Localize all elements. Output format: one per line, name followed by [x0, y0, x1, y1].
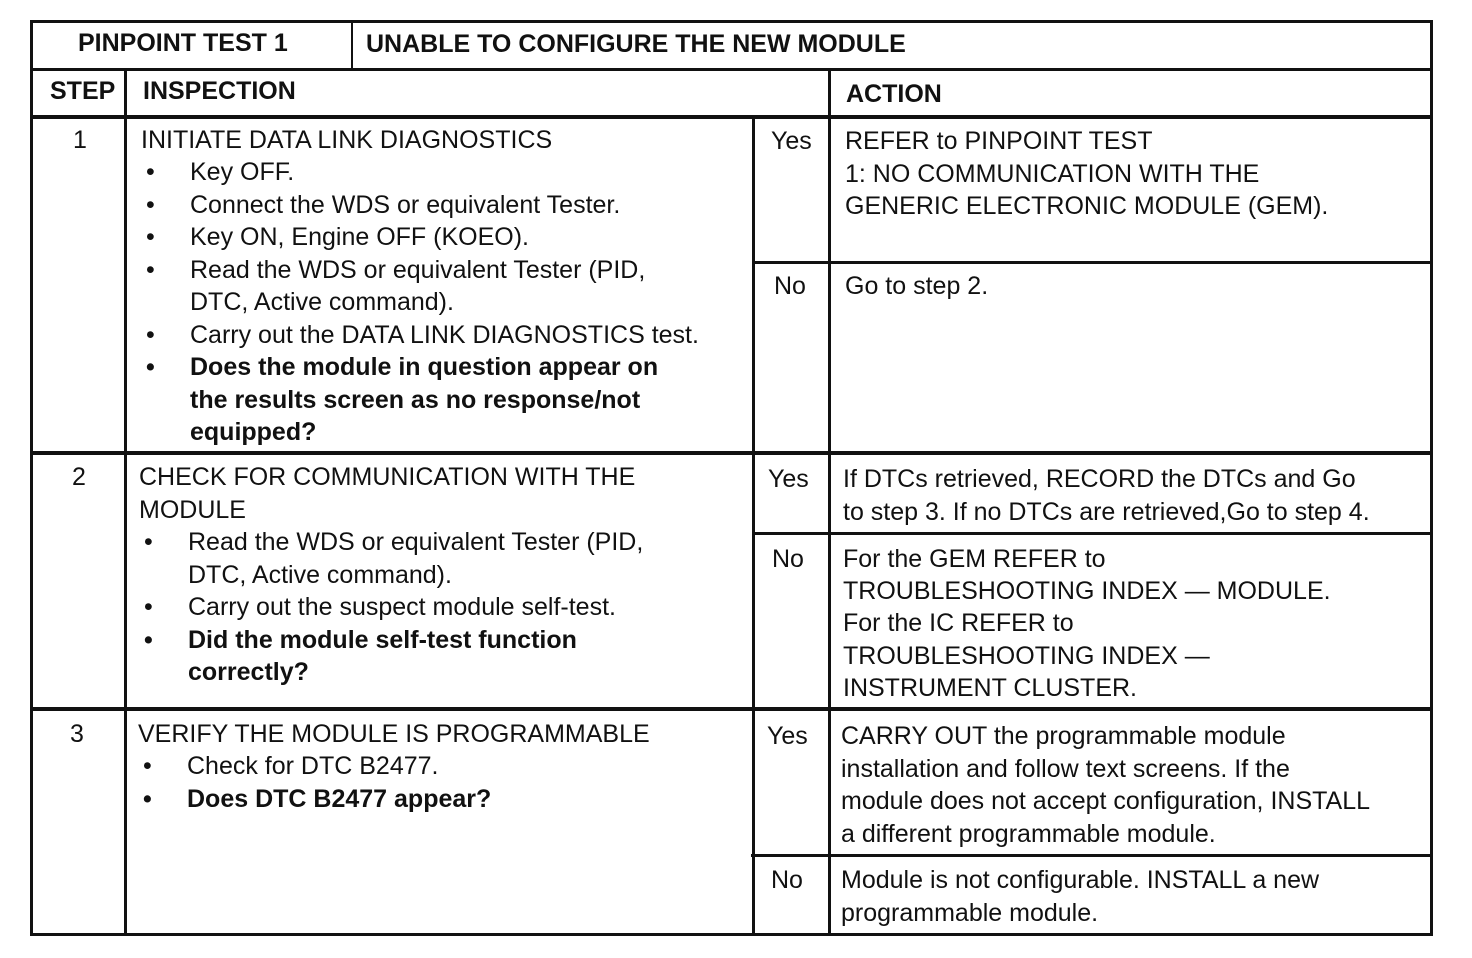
step-3-bullet [139, 750, 491, 783]
table-border-top [30, 20, 1433, 23]
bullet-text: Read the WDS or equivalent Tester (PID, DTC, Active command). [188, 528, 644, 589]
test-id: PINPOINT TEST 1 [78, 29, 288, 57]
step-2-title: CHECK FOR COMMUNICATION WITH THE MODULE [139, 463, 636, 524]
step-2-no-label: No [772, 545, 804, 573]
action-column-divider [828, 68, 831, 936]
step-1-title: INITIATE DATA LINK DIAGNOSTICS [141, 126, 553, 154]
bullet-text: Check for DTC B2477. [187, 752, 439, 780]
bullet-text: Read the WDS or equivalent Tester (PID, DTC, Active command). [190, 255, 646, 316]
step-1-question [142, 351, 699, 449]
step2-yes-no-divider [753, 532, 1430, 535]
step-1-bullet [142, 319, 699, 352]
step-2-number: 2 [72, 463, 86, 491]
step-2-no-action: For the GEM REFER to TROUBLESHOOTING INDEX — MODULE. For the IC REFER to TROUBLESHOOTING INDEX — INSTRUMENT CLUSTER. [843, 545, 1331, 702]
step-2-yes-action: If DTCs retrieved, RECORD the DTCs and Go to step 3. If no DTCs are retrieved,Go to step 4. [843, 465, 1370, 526]
test-title: UNABLE TO CONFIGURE THE NEW MODULE [366, 30, 906, 58]
step1-row-divider [30, 451, 1433, 455]
title-vertical-divider [351, 20, 353, 70]
bullet-text: Carry out the DATA LINK DIAGNOSTICS test. [190, 320, 699, 349]
question-text: Does the module in question appear on the results screen as no response/not equipped? [190, 353, 659, 446]
step3-yes-no-divider [751, 854, 1430, 857]
step-2-checklist [140, 526, 643, 689]
step-1-bullet [142, 156, 699, 189]
step1-yes-no-divider [753, 261, 1430, 264]
question-text: Does DTC B2477 appear? [187, 784, 492, 813]
step-2-yes-label: Yes [768, 465, 809, 493]
column-header-inspection: INSPECTION [143, 77, 296, 105]
table-border-right [1430, 20, 1433, 936]
header-row-divider [30, 115, 1433, 119]
step-1-bullet [142, 189, 699, 222]
step-1-no-label: No [774, 272, 806, 300]
step-3-no-action: Module is not configurable. INSTALL a new programmable module. [841, 866, 1320, 927]
step-3-checklist [139, 750, 491, 815]
step-2-bullet [140, 591, 643, 624]
table-border-bottom [30, 933, 1433, 936]
step-2-question [140, 624, 643, 689]
question-text: Did the module self-test function correctly? [188, 625, 577, 686]
column-header-action: ACTION [846, 80, 942, 108]
step-1-yes-label: Yes [771, 127, 812, 155]
step-3-yes-action: CARRY OUT the programmable module installation and follow text screens. If the module does not accept configuration, INSTALL a different programmable module. [841, 722, 1371, 848]
step-3-yes-label: Yes [767, 722, 808, 750]
step-3-question [139, 783, 491, 816]
step-3-no-label: No [771, 866, 803, 894]
step-1-yes-action: REFER to PINPOINT TEST 1: NO COMMUNICATION WITH THE GENERIC ELECTRONIC MODULE (GEM). [845, 127, 1329, 220]
bullet-text: Carry out the suspect module self-test. [188, 593, 616, 621]
title-row-divider [30, 68, 1433, 71]
step2-row-divider [30, 707, 1433, 711]
bullet-text: Key OFF. [190, 158, 295, 186]
step-2-bullet [140, 526, 643, 591]
step-1-no-action: Go to step 2. [845, 272, 989, 300]
yesno-column-divider [752, 117, 755, 936]
table-border-left [30, 20, 33, 936]
bullet-text: Connect the WDS or equivalent Tester. [190, 190, 621, 219]
step-column-divider [124, 68, 127, 936]
step-1-checklist [142, 156, 699, 449]
step-3-title: VERIFY THE MODULE IS PROGRAMMABLE [138, 720, 650, 748]
step-1-bullet [142, 254, 699, 319]
step-1-number: 1 [73, 126, 87, 154]
step-1-bullet [142, 221, 699, 254]
column-header-step: STEP [50, 77, 116, 105]
step-3-number: 3 [70, 720, 84, 748]
bullet-text: Key ON, Engine OFF (KOEO). [190, 223, 529, 251]
